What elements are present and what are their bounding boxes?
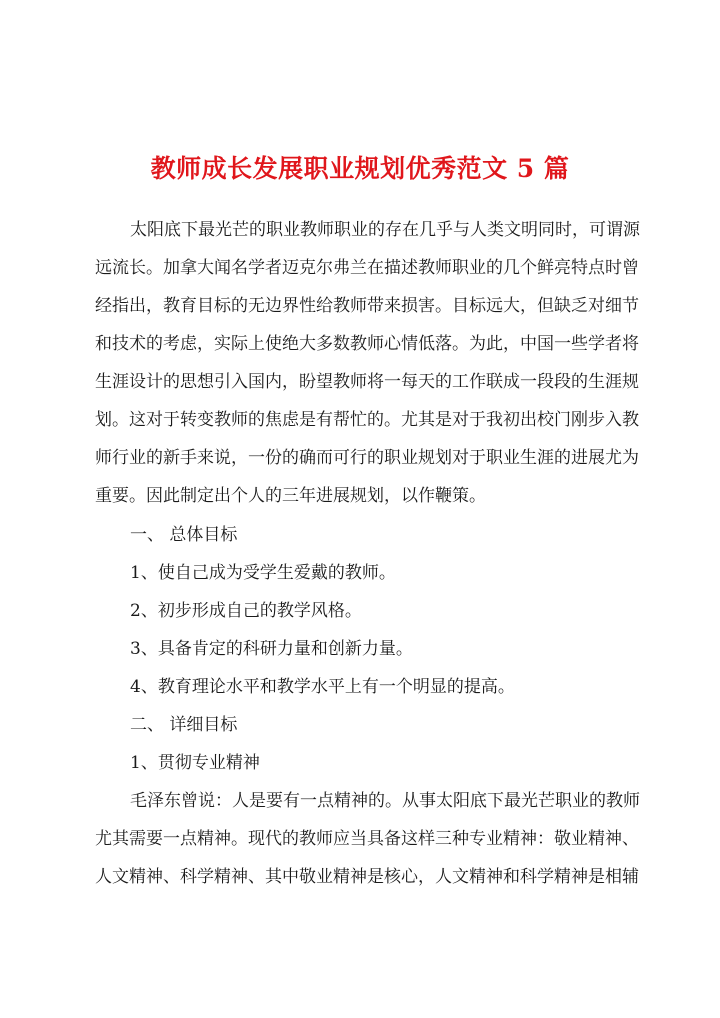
list-item: 4、教育理论水平和教学水平上有一个明显的提高。 [130,677,515,697]
section-heading: 二、 详细目标 [130,715,238,735]
list-item: 1、使自己成为受学生爱戴的教师。 [130,563,396,583]
subsection-heading: 1、贯彻专业精神 [130,753,260,773]
paragraph-line: 经指出，教育目标的无边界性给教师带来损害。目标远大，但缺乏对细节 [95,296,639,316]
paragraph-line: 和技术的考虑，实际上使绝大多数教师心情低落。为此，中国一些学者将 [95,334,639,354]
list-item: 2、初步形成自己的教学风格。 [130,601,362,621]
list-item: 3、具备肯定的科研力量和创新力量。 [130,639,413,659]
paragraph-line: 人文精神、科学精神、其中敬业精神是核心，人文精神和科学精神是相辅 [95,867,639,887]
paragraph-line: 师行业的新手来说，一份的确而可行的职业规划对于职业生涯的进展尤为 [95,448,639,468]
paragraph-line: 划。这对于转变教师的焦虑是有帮忙的。尤其是对于我初出校门刚步入教 [95,410,639,430]
paragraph-line: 毛泽东曾说：人是要有一点精神的。从事太阳底下最光芒职业的教师 [130,791,640,811]
paragraph-line: 太阳底下最光芒的职业教师职业的存在几乎与人类文明同时，可谓源 [130,220,640,240]
section-heading: 一、 总体目标 [130,525,238,545]
document-title: 教师成长发展职业规划优秀范文 5 篇 [150,154,570,183]
paragraph-line: 生涯设计的思想引入国内，盼望教师将一每天的工作联成一段段的生涯规 [95,372,639,392]
paragraph-line: 远流长。加拿大闻名学者迈克尔弗兰在描述教师职业的几个鲜亮特点时曾 [95,258,639,278]
paragraph-line: 尤其需要一点精神。现代的教师应当具备这样三种专业精神：敬业精神、 [95,829,639,849]
paragraph-line: 重要。因此制定出个人的三年进展规划，以作鞭策。 [95,486,486,506]
